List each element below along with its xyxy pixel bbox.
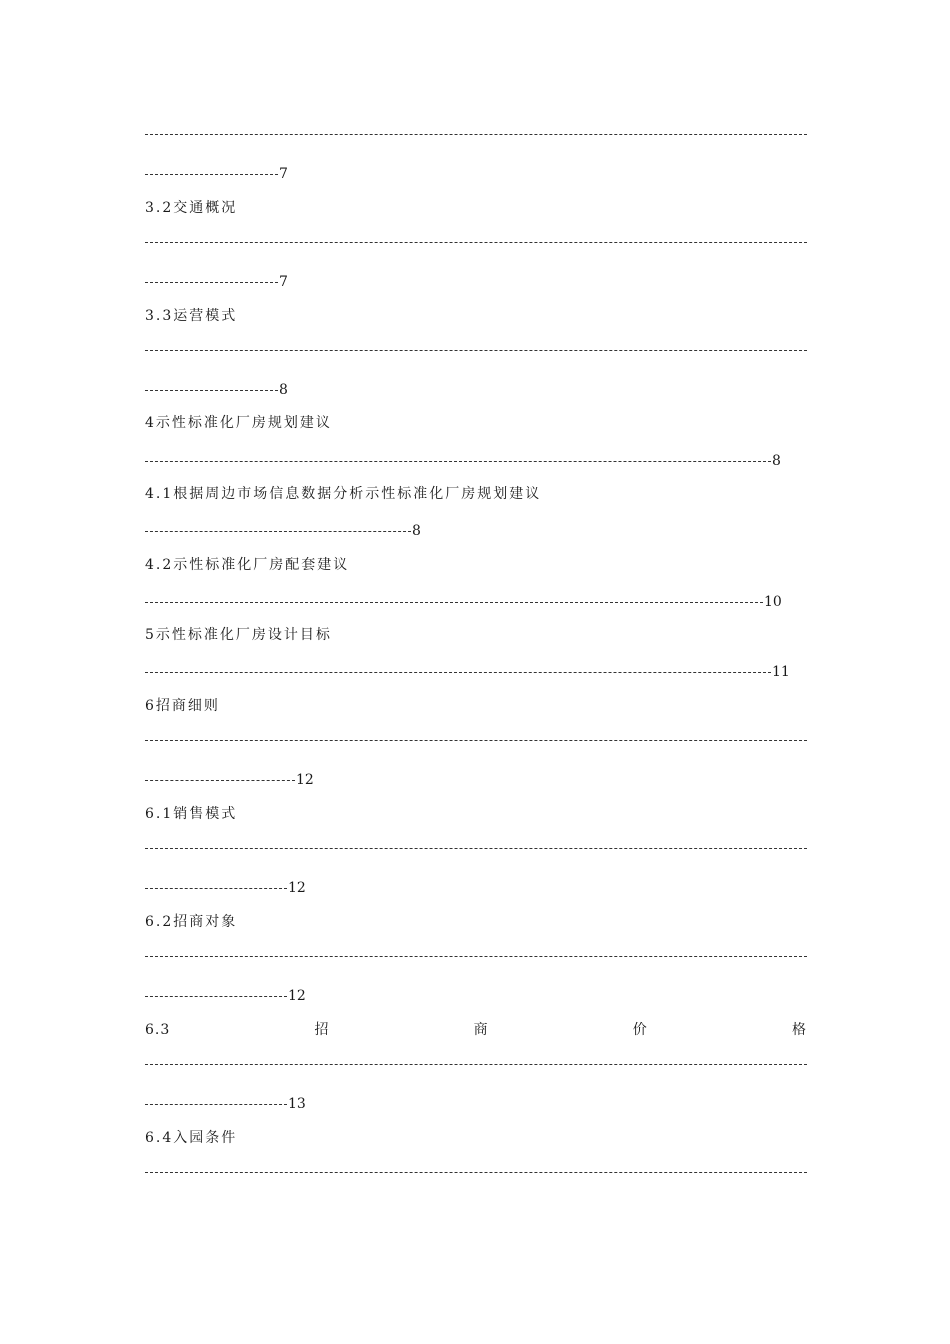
toc-page-number: 8 bbox=[772, 453, 781, 469]
toc-page-number: 8 bbox=[279, 382, 288, 398]
toc-entry-title[interactable]: 3.2交通概况 bbox=[145, 200, 238, 216]
toc-entry-title[interactable]: 6.4入园条件 bbox=[145, 1130, 238, 1146]
toc-entry-part: 商 bbox=[473, 1022, 489, 1038]
toc-page-number: 13 bbox=[288, 1096, 306, 1112]
toc-page-number: 7 bbox=[279, 274, 288, 290]
toc-leader-line bbox=[145, 1163, 807, 1181]
toc-page-number: 7 bbox=[279, 166, 288, 182]
toc-leader-row bbox=[145, 879, 807, 897]
toc-leader-row bbox=[145, 1095, 807, 1113]
toc-page-number: 11 bbox=[772, 664, 790, 680]
toc-entry-title[interactable]: 6.1销售模式 bbox=[145, 806, 238, 822]
toc-leader-row bbox=[145, 452, 807, 470]
toc-entry-part: 6.3 bbox=[145, 1022, 171, 1038]
toc-entry-title-justified[interactable] bbox=[145, 1021, 807, 1039]
toc-entry-part: 价 bbox=[632, 1022, 648, 1038]
toc-leader-row bbox=[145, 522, 807, 540]
toc-leader-line bbox=[145, 125, 807, 143]
toc-leader-row bbox=[145, 381, 807, 399]
toc-page-number: 12 bbox=[288, 988, 306, 1004]
toc-page-number: 12 bbox=[296, 772, 314, 788]
toc-page-number: 8 bbox=[412, 523, 421, 539]
toc-entry-title[interactable]: 6招商细则 bbox=[145, 698, 220, 714]
toc-leader-row bbox=[145, 593, 807, 611]
toc-entry-part: 格 bbox=[791, 1022, 807, 1038]
toc-entry-title[interactable]: 5示性标准化厂房设计目标 bbox=[145, 627, 332, 643]
toc-leader-line bbox=[145, 839, 807, 857]
toc-leader-line bbox=[145, 731, 807, 749]
toc-entry-title[interactable]: 6.2招商对象 bbox=[145, 914, 238, 930]
toc-entry-title[interactable]: 4示性标准化厂房规划建议 bbox=[145, 415, 332, 431]
toc-leader-line bbox=[145, 1055, 807, 1073]
toc-entry-title[interactable]: 4.2示性标准化厂房配套建议 bbox=[145, 557, 350, 573]
toc-leader-row bbox=[145, 663, 807, 681]
toc-leader-row bbox=[145, 165, 807, 183]
toc-leader-row bbox=[145, 273, 807, 291]
toc-page-number: 12 bbox=[288, 880, 306, 896]
toc-leader-row bbox=[145, 987, 807, 1005]
toc-entry-part: 招 bbox=[314, 1022, 330, 1038]
toc-leader-line bbox=[145, 947, 807, 965]
toc-entry-title[interactable]: 4.1根据周边市场信息数据分析示性标准化厂房规划建议 bbox=[145, 486, 542, 502]
toc-entry-title[interactable]: 3.3运营模式 bbox=[145, 308, 238, 324]
toc-leader-line bbox=[145, 233, 807, 251]
toc-leader-row bbox=[145, 771, 807, 789]
toc-leader-line bbox=[145, 341, 807, 359]
toc-page-number: 10 bbox=[764, 594, 782, 610]
